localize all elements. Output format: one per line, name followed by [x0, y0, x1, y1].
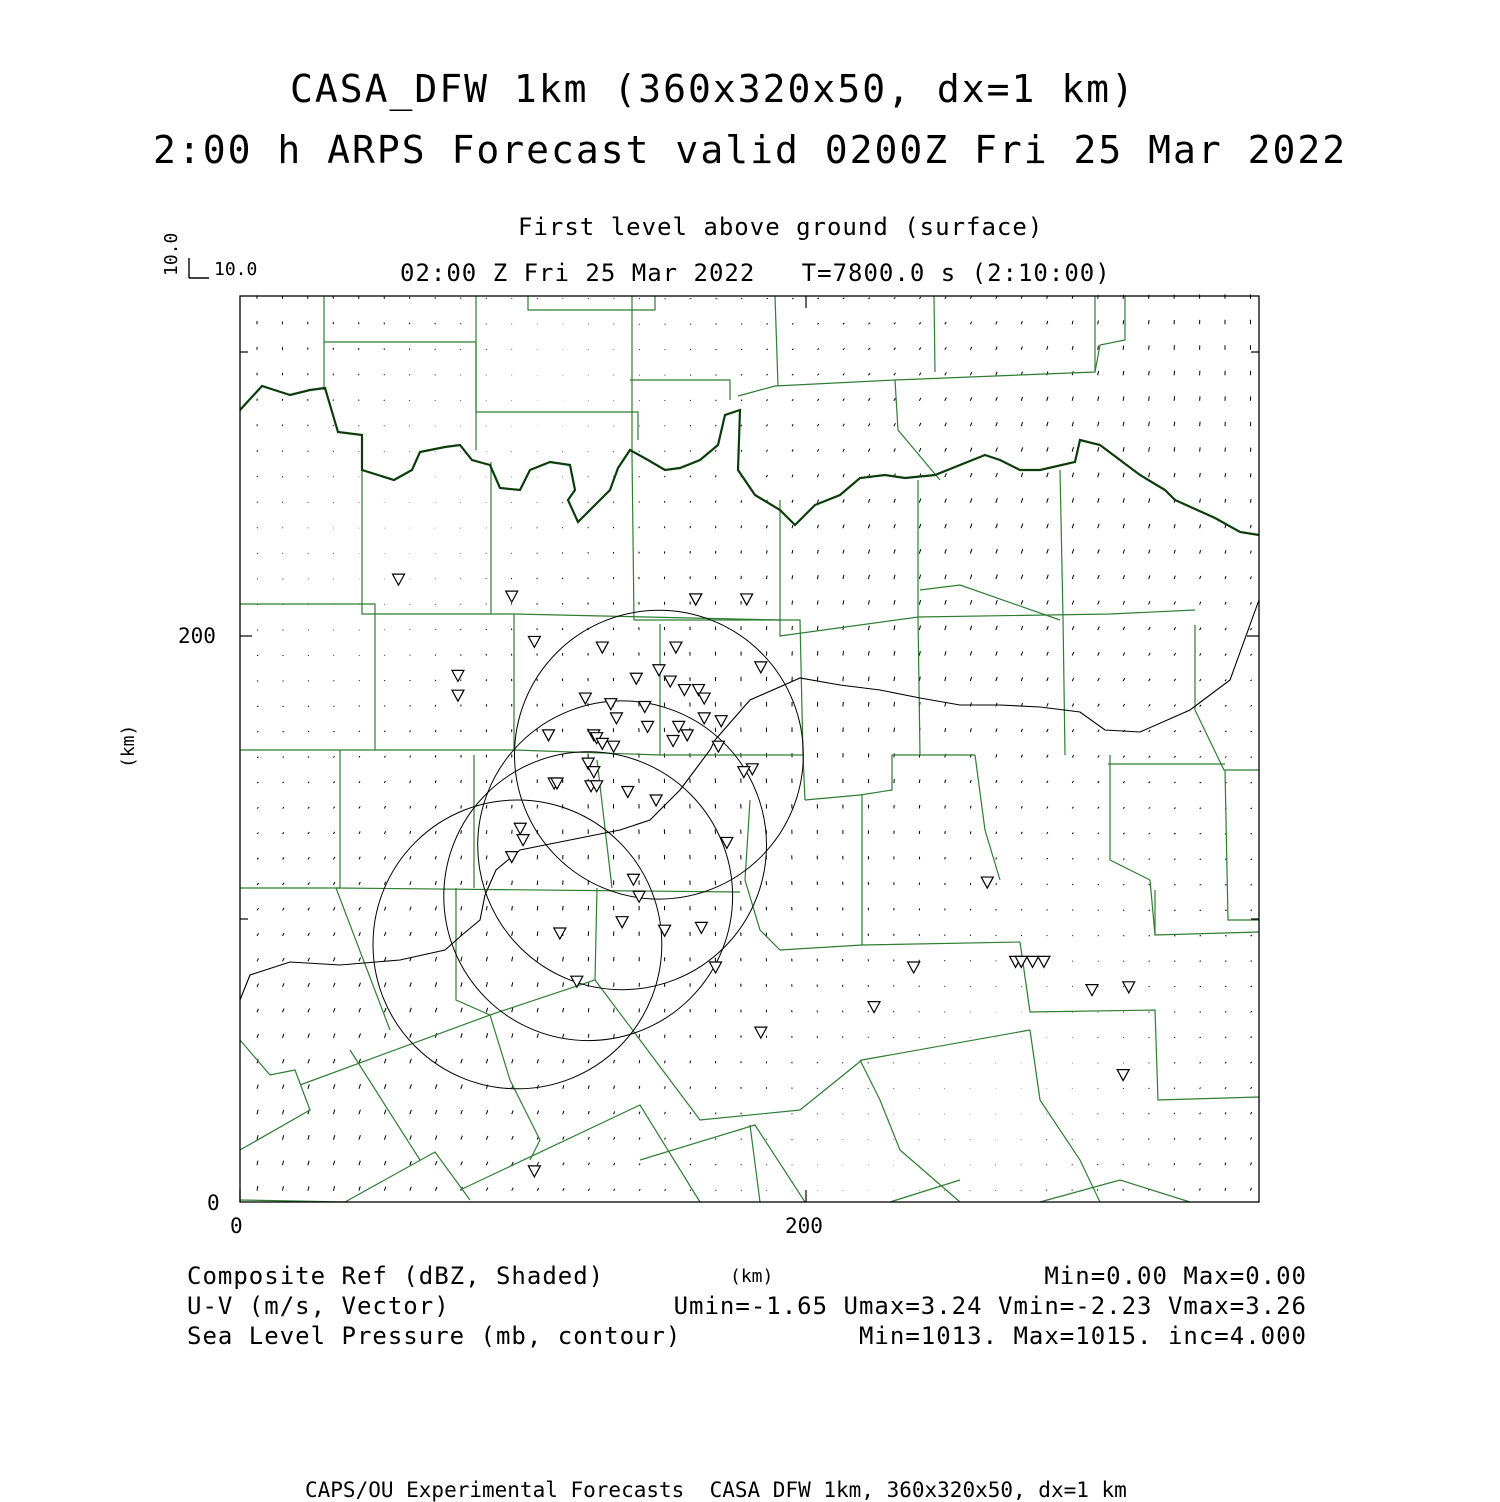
station-marker: [528, 1166, 540, 1177]
station-marker: [755, 1027, 767, 1038]
station-marker: [667, 736, 679, 747]
county-line-53: [1150, 880, 1155, 935]
state-boundary: [240, 386, 1259, 535]
county-line-36: [1020, 942, 1259, 1100]
wind-vector-field: [257, 294, 1252, 1190]
station-marker: [868, 1002, 880, 1013]
ref-vector-v-label: 10.0: [161, 232, 182, 276]
county-line-8: [630, 380, 730, 400]
station-marker: [452, 690, 464, 701]
county-line-17: [1060, 470, 1065, 755]
county-line-40: [300, 1015, 490, 1085]
county-line-31: [1225, 770, 1259, 920]
county-line-9: [738, 296, 1095, 396]
county-line-11: [934, 296, 935, 372]
axis-ticks: [240, 296, 1259, 1202]
radar-range-rings: [373, 610, 803, 1089]
station-marker: [1123, 982, 1135, 993]
slp-contour-2: [240, 740, 715, 1000]
station-marker: [627, 874, 639, 885]
station-marker: [1027, 956, 1039, 967]
station-marker: [517, 835, 529, 846]
time-label: 02:00 Z Fri 25 Mar 2022 T=7800.0 s (2:10:00): [400, 259, 1111, 287]
county-line-14: [632, 455, 780, 620]
county-line-32: [1155, 890, 1259, 935]
chart-title: CASA_DFW 1km (360x320x50, dx=1 km): [290, 67, 1136, 111]
county-line-25: [597, 760, 612, 888]
station-marker: [1086, 985, 1098, 996]
station-marker: [690, 594, 702, 605]
station-marker: [698, 713, 710, 724]
x-tick-0: 0: [230, 1214, 243, 1238]
county-line-46: [890, 1180, 960, 1202]
station-marker: [642, 721, 654, 732]
y-tick-200: 200: [178, 624, 216, 648]
county-line-29: [1110, 755, 1150, 880]
station-marker: [616, 917, 628, 928]
legend-field3-name: Sea Level Pressure (mb, contour): [187, 1322, 682, 1350]
county-line-18: [1195, 625, 1259, 770]
county-line-23: [240, 750, 340, 888]
county-line-44: [460, 1105, 700, 1202]
county-line-47: [1040, 1180, 1190, 1202]
station-marker: [622, 786, 634, 797]
station-marker: [543, 730, 555, 741]
county-line-35: [745, 800, 862, 950]
county-boundaries: [240, 296, 1259, 1202]
county-line-38: [595, 980, 1030, 1120]
station-marker: [596, 738, 608, 749]
station-marker: [571, 976, 583, 987]
station-marker: [738, 767, 750, 778]
station-marker: [452, 670, 464, 681]
ref-vector-u-label: 10.0: [214, 259, 258, 280]
station-marker: [393, 574, 405, 585]
county-line-39: [240, 1040, 310, 1150]
forecast-valid-title: 2:00 h ARPS Forecast valid 0200Z Fri 25 Mar 2022: [153, 128, 1348, 172]
station-marker: [514, 823, 526, 834]
county-line-34: [336, 888, 740, 892]
station-marker: [653, 665, 665, 676]
y-tick-0: 0: [207, 1191, 220, 1215]
y-axis-label: (km): [118, 724, 139, 768]
station-marker: [506, 591, 518, 602]
county-line-7: [528, 296, 655, 310]
station-marker: [596, 642, 608, 653]
county-line-51: [860, 1060, 960, 1202]
plot-frame: [240, 296, 1259, 1202]
county-line-28: [975, 755, 1000, 880]
station-marker: [554, 928, 566, 939]
x-axis-label: (km): [730, 1266, 774, 1287]
legend-field1-name: Composite Ref (dBZ, Shaded): [187, 1262, 605, 1290]
station-marker: [630, 673, 642, 684]
legend-field2-stats: Umin=-1.65 Umax=3.24 Vmin=-2.23 Vmax=3.26: [673, 1292, 1307, 1320]
station-marker: [981, 877, 993, 888]
reference-vector-icon: [189, 258, 209, 278]
level-label: First level above ground (surface): [518, 213, 1044, 241]
station-marker: [908, 962, 920, 973]
station-marker: [659, 925, 671, 936]
county-line-19: [918, 610, 1195, 617]
county-line-48: [336, 888, 390, 1030]
county-line-15: [780, 500, 920, 755]
county-line-13: [775, 296, 778, 386]
wind-vectors: [257, 294, 1252, 1190]
legend-field3-stats: Min=1013. Max=1015. inc=4.000: [858, 1322, 1307, 1350]
station-marker: [695, 922, 707, 933]
footer-credit: CAPS/OU Experimental Forecasts CASA DFW 1km, 360x320x50, dx=1 km: [305, 1478, 1127, 1502]
county-line-4: [476, 296, 638, 440]
county-line-12: [1095, 296, 1125, 372]
station-marker: [698, 693, 710, 704]
station-marker: [712, 741, 724, 752]
station-marker: [715, 716, 727, 727]
county-line-43: [345, 1152, 470, 1202]
station-marker: [1117, 1070, 1129, 1081]
station-marker: [610, 713, 622, 724]
station-marker: [678, 685, 690, 696]
county-line-41: [350, 1050, 420, 1160]
station-marker: [579, 693, 591, 704]
county-line-49: [750, 1125, 760, 1202]
slp-contour-1: [715, 600, 1259, 740]
county-line-33: [862, 795, 1020, 945]
station-marker: [664, 676, 676, 687]
station-marker: [608, 741, 620, 752]
station-marker: [528, 636, 540, 647]
county-line-10: [895, 380, 940, 480]
station-marker: [1038, 956, 1050, 967]
station-marker: [741, 594, 753, 605]
county-line-52: [1030, 1030, 1100, 1202]
legend-field1-stats: Min=0.00 Max=0.00: [1044, 1262, 1307, 1290]
legend-field2-name: U-V (m/s, Vector): [187, 1292, 450, 1320]
station-marker: [670, 642, 682, 653]
county-line-27: [805, 755, 975, 800]
station-marker: [681, 730, 693, 741]
station-marker: [755, 662, 767, 673]
station-marker: [650, 795, 662, 806]
state-boundary-red-river: [240, 386, 1259, 535]
x-tick-200: 200: [785, 1214, 823, 1238]
station-marker: [639, 702, 651, 713]
county-line-37: [456, 888, 597, 1015]
station-marker: [605, 699, 617, 710]
county-line-21: [514, 614, 803, 755]
county-line-0: [240, 604, 375, 750]
